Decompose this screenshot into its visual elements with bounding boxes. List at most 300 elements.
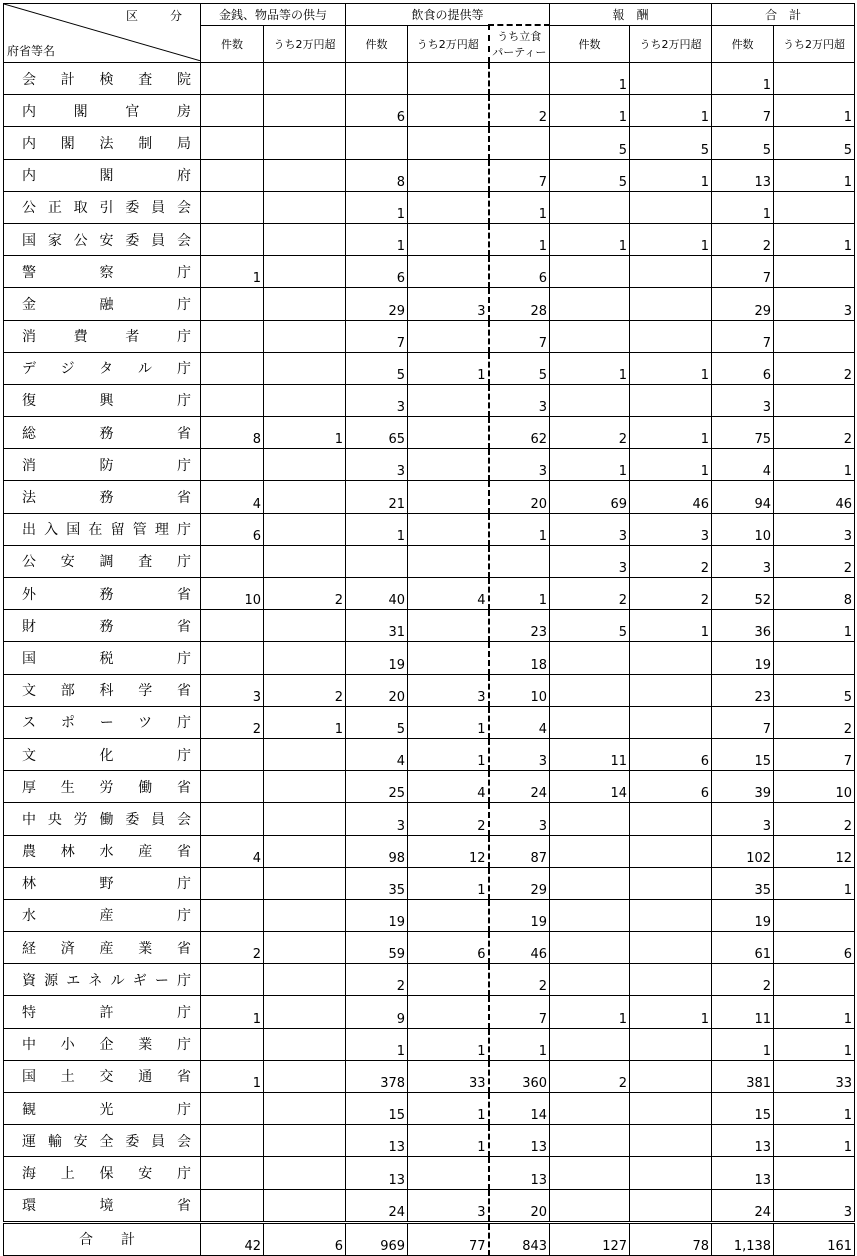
table-cell <box>550 899 630 931</box>
table-cell: 13 <box>712 1157 774 1189</box>
table-cell <box>201 320 264 352</box>
table-cell: 19 <box>489 899 550 931</box>
table-cell: 3 <box>408 674 489 706</box>
table-cell: 1 <box>774 610 855 642</box>
ministry-name: 林野庁 <box>4 867 201 899</box>
table-cell <box>201 449 264 481</box>
table-cell <box>550 964 630 996</box>
table-cell <box>264 449 346 481</box>
ministry-name: 復興庁 <box>4 384 201 416</box>
table-cell: 46 <box>489 932 550 964</box>
table-cell: 1 <box>264 706 346 738</box>
table-cell: 29 <box>346 288 408 320</box>
table-cell <box>201 803 264 835</box>
table-cell <box>346 545 408 577</box>
table-cell <box>774 384 855 416</box>
table-cell <box>201 63 264 95</box>
group-header-total: 合 計 <box>712 4 855 26</box>
table-cell <box>408 384 489 416</box>
table-cell <box>264 256 346 288</box>
table-cell: 87 <box>489 835 550 867</box>
table-row <box>4 545 855 577</box>
sub-header: うち2万円超 <box>264 25 346 63</box>
table-cell: 3 <box>346 803 408 835</box>
table-cell <box>264 545 346 577</box>
table-cell: 94 <box>712 481 774 513</box>
table-cell <box>264 1028 346 1060</box>
ministry-name: 会計検査院 <box>4 63 201 95</box>
table-cell <box>201 771 264 803</box>
table-cell <box>630 674 712 706</box>
ministry-name: 中央労働委員会 <box>4 803 201 835</box>
table-cell: 4 <box>346 738 408 770</box>
table-cell <box>550 803 630 835</box>
table-cell: 4 <box>408 771 489 803</box>
table-cell: 10 <box>712 513 774 545</box>
table-row <box>4 95 855 127</box>
table-cell: 5 <box>550 127 630 159</box>
table-cell <box>630 191 712 223</box>
table-cell: 15 <box>712 1093 774 1125</box>
table-cell: 8 <box>774 578 855 610</box>
table-cell <box>264 738 346 770</box>
table-cell <box>630 932 712 964</box>
table-cell: 1 <box>264 417 346 449</box>
table-cell: 6 <box>264 1222 346 1255</box>
table-row <box>4 417 855 449</box>
table-row <box>4 932 855 964</box>
table-cell: 10 <box>489 674 550 706</box>
table-row <box>4 964 855 996</box>
table-cell <box>264 932 346 964</box>
table-cell: 3 <box>346 449 408 481</box>
table-cell: 6 <box>201 513 264 545</box>
ministry-name: 法務省 <box>4 481 201 513</box>
table-cell <box>264 642 346 674</box>
table-cell <box>264 996 346 1028</box>
table-cell: 25 <box>346 771 408 803</box>
table-cell <box>264 1125 346 1157</box>
ministry-name: 国土交通省 <box>4 1060 201 1092</box>
table-row <box>4 738 855 770</box>
table-cell <box>264 481 346 513</box>
table-cell: 2 <box>550 1060 630 1092</box>
table-cell <box>408 95 489 127</box>
table-cell <box>630 1093 712 1125</box>
table-cell <box>264 352 346 384</box>
table-cell <box>264 384 346 416</box>
table-cell: 5 <box>712 127 774 159</box>
table-row <box>4 223 855 255</box>
table-cell: 2 <box>774 545 855 577</box>
table-cell: 10 <box>774 771 855 803</box>
party-line1: うち立食 <box>497 30 542 43</box>
sub-header: うち2万円超 <box>408 25 489 63</box>
table-cell <box>201 352 264 384</box>
sub-header-party <box>489 25 550 63</box>
table-cell: 1 <box>408 352 489 384</box>
table-cell: 1 <box>408 1125 489 1157</box>
party-line2: パーティー <box>492 46 547 59</box>
ministry-name: デジタル庁 <box>4 352 201 384</box>
table-cell: 1 <box>408 706 489 738</box>
table-cell <box>630 288 712 320</box>
table-cell <box>408 449 489 481</box>
table-cell: 15 <box>712 738 774 770</box>
table-cell <box>550 1125 630 1157</box>
table-cell: 18 <box>489 642 550 674</box>
table-cell: 19 <box>346 642 408 674</box>
table-cell <box>408 417 489 449</box>
table-cell: 6 <box>712 352 774 384</box>
table-cell: 1 <box>630 417 712 449</box>
table-cell: 7 <box>489 159 550 191</box>
table-cell: 12 <box>408 835 489 867</box>
table-row <box>4 578 855 610</box>
table-cell: 3 <box>489 449 550 481</box>
table-cell: 1 <box>774 95 855 127</box>
table-cell: 39 <box>712 771 774 803</box>
table-cell <box>408 127 489 159</box>
ministry-name: 警察庁 <box>4 256 201 288</box>
table-cell: 1,138 <box>712 1222 774 1255</box>
table-cell: 969 <box>346 1222 408 1255</box>
table-cell <box>550 191 630 223</box>
table-cell <box>774 899 855 931</box>
sub-header: うち2万円超 <box>630 25 712 63</box>
table-cell <box>489 127 550 159</box>
table-cell <box>550 867 630 899</box>
table-cell: 11 <box>550 738 630 770</box>
table-row <box>4 288 855 320</box>
ministry-name: 文化庁 <box>4 738 201 770</box>
table-row <box>4 63 855 95</box>
table-row <box>4 384 855 416</box>
table-cell <box>201 1093 264 1125</box>
table-cell <box>408 63 489 95</box>
table-row <box>4 127 855 159</box>
table-cell <box>264 964 346 996</box>
table-cell: 1 <box>201 1060 264 1092</box>
table-cell: 127 <box>550 1222 630 1255</box>
table-cell: 2 <box>264 578 346 610</box>
table-cell: 33 <box>774 1060 855 1092</box>
table-cell: 12 <box>774 835 855 867</box>
ministry-name: 公正取引委員会 <box>4 191 201 223</box>
ministry-name: 財務省 <box>4 610 201 642</box>
table-cell: 24 <box>346 1189 408 1222</box>
ministry-name: 外務省 <box>4 578 201 610</box>
table-cell: 46 <box>630 481 712 513</box>
table-cell: 5 <box>774 127 855 159</box>
table-cell <box>408 642 489 674</box>
ministry-name: 総務省 <box>4 417 201 449</box>
table-cell: 78 <box>630 1222 712 1255</box>
table-cell <box>264 288 346 320</box>
table-cell: 3 <box>489 384 550 416</box>
table-cell <box>264 1189 346 1222</box>
table-cell: 61 <box>712 932 774 964</box>
table-cell: 1 <box>550 996 630 1028</box>
table-cell: 5 <box>346 352 408 384</box>
table-cell <box>201 738 264 770</box>
table-cell <box>201 223 264 255</box>
table-cell <box>489 63 550 95</box>
table-cell: 1 <box>774 996 855 1028</box>
table-row <box>4 771 855 803</box>
table-cell: 378 <box>346 1060 408 1092</box>
table-cell: 3 <box>712 803 774 835</box>
table-cell <box>550 256 630 288</box>
table-cell: 1 <box>489 578 550 610</box>
table-row <box>4 191 855 223</box>
table-cell <box>264 159 346 191</box>
table-cell: 1 <box>550 95 630 127</box>
table-cell <box>264 95 346 127</box>
table-cell: 2 <box>201 932 264 964</box>
table-cell <box>201 1125 264 1157</box>
table-cell: 3 <box>408 1189 489 1222</box>
ministry-name: 国税庁 <box>4 642 201 674</box>
table-cell: 40 <box>346 578 408 610</box>
table-cell <box>264 899 346 931</box>
ministry-name: 運輸安全委員会 <box>4 1125 201 1157</box>
table-cell: 7 <box>489 996 550 1028</box>
table-cell <box>550 674 630 706</box>
table-row <box>4 1157 855 1189</box>
table-cell <box>264 63 346 95</box>
table-cell: 7 <box>712 320 774 352</box>
table-cell: 1 <box>630 159 712 191</box>
table-cell: 19 <box>712 899 774 931</box>
table-cell <box>630 1189 712 1222</box>
table-cell: 3 <box>489 738 550 770</box>
table-cell: 15 <box>346 1093 408 1125</box>
table-cell <box>201 1189 264 1222</box>
group-header-reward: 報 酬 <box>550 4 712 26</box>
table-cell: 1 <box>712 63 774 95</box>
table-cell: 6 <box>408 932 489 964</box>
table-row <box>4 1189 855 1222</box>
table-row <box>4 996 855 1028</box>
table-cell: 2 <box>774 352 855 384</box>
table-cell: 1 <box>489 513 550 545</box>
table-cell: 2 <box>264 674 346 706</box>
table-cell <box>630 867 712 899</box>
table-row <box>4 1222 855 1255</box>
table-cell: 13 <box>712 1125 774 1157</box>
table-cell: 2 <box>346 964 408 996</box>
table-cell: 8 <box>346 159 408 191</box>
table-cell: 5 <box>630 127 712 159</box>
table-cell <box>201 191 264 223</box>
table-cell: 59 <box>346 932 408 964</box>
ministry-name: 公安調査庁 <box>4 545 201 577</box>
table-cell: 4 <box>712 449 774 481</box>
table-cell <box>201 384 264 416</box>
table-cell: 2 <box>774 803 855 835</box>
table-cell <box>630 63 712 95</box>
group-header-food: 飲食の提供等 <box>346 4 550 26</box>
table-cell: 1 <box>774 223 855 255</box>
table-cell <box>264 803 346 835</box>
table-cell <box>408 320 489 352</box>
report-table-container <box>3 3 854 1254</box>
ministry-name: 海上保安庁 <box>4 1157 201 1189</box>
table-cell: 24 <box>489 771 550 803</box>
table-cell <box>630 803 712 835</box>
table-cell <box>264 320 346 352</box>
table-cell: 1 <box>408 867 489 899</box>
table-cell <box>630 706 712 738</box>
table-cell: 843 <box>489 1222 550 1255</box>
table-cell: 4 <box>408 578 489 610</box>
table-cell: 52 <box>712 578 774 610</box>
table-row <box>4 706 855 738</box>
ministry-name: 水産庁 <box>4 899 201 931</box>
table-cell: 7 <box>346 320 408 352</box>
table-cell <box>774 1157 855 1189</box>
corner-header <box>4 4 201 63</box>
table-cell: 20 <box>489 481 550 513</box>
table-cell <box>201 867 264 899</box>
table-body <box>4 63 855 1256</box>
table-cell: 1 <box>489 1028 550 1060</box>
table-cell <box>489 545 550 577</box>
table-cell <box>264 610 346 642</box>
table-cell: 2 <box>630 545 712 577</box>
table-cell <box>550 1157 630 1189</box>
table-cell <box>201 545 264 577</box>
table-cell <box>408 513 489 545</box>
table-cell: 1 <box>774 1093 855 1125</box>
table-row <box>4 642 855 674</box>
table-cell: 7 <box>712 256 774 288</box>
table-cell: 1 <box>774 1028 855 1060</box>
table-cell: 31 <box>346 610 408 642</box>
table-cell: 75 <box>712 417 774 449</box>
table-cell: 3 <box>346 384 408 416</box>
table-cell: 8 <box>201 417 264 449</box>
ministry-name: 環境省 <box>4 1189 201 1222</box>
table-cell <box>408 223 489 255</box>
ministry-name: スポーツ庁 <box>4 706 201 738</box>
table-cell: 1 <box>201 256 264 288</box>
table-cell: 62 <box>489 417 550 449</box>
table-cell <box>264 191 346 223</box>
sub-header: 件数 <box>712 25 774 63</box>
table-cell: 11 <box>712 996 774 1028</box>
table-cell <box>201 899 264 931</box>
table-cell: 1 <box>630 352 712 384</box>
table-cell <box>264 1157 346 1189</box>
table-cell: 1 <box>489 223 550 255</box>
table-row <box>4 320 855 352</box>
table-cell: 13 <box>489 1125 550 1157</box>
table-cell: 3 <box>489 803 550 835</box>
table-cell: 1 <box>201 996 264 1028</box>
table-cell: 161 <box>774 1222 855 1255</box>
table-cell <box>550 932 630 964</box>
table-cell: 1 <box>630 449 712 481</box>
table-cell <box>774 256 855 288</box>
ministry-name: 特許庁 <box>4 996 201 1028</box>
table-cell: 6 <box>489 256 550 288</box>
table-cell <box>264 513 346 545</box>
table-cell: 2 <box>550 417 630 449</box>
table-cell: 7 <box>489 320 550 352</box>
table-cell: 360 <box>489 1060 550 1092</box>
table-cell <box>630 835 712 867</box>
table-cell: 9 <box>346 996 408 1028</box>
table-cell <box>201 288 264 320</box>
table-cell: 1 <box>630 95 712 127</box>
table-cell <box>550 706 630 738</box>
table-row <box>4 1060 855 1092</box>
table-cell: 5 <box>550 159 630 191</box>
sub-header: うち2万円超 <box>774 25 855 63</box>
table-cell <box>550 320 630 352</box>
table-cell: 36 <box>712 610 774 642</box>
table-cell <box>408 159 489 191</box>
table-cell <box>264 127 346 159</box>
table-cell: 2 <box>630 578 712 610</box>
table-row <box>4 352 855 384</box>
ministry-name: 消費者庁 <box>4 320 201 352</box>
table-cell: 2 <box>201 706 264 738</box>
table-cell <box>774 642 855 674</box>
table-cell <box>550 835 630 867</box>
table-cell: 21 <box>346 481 408 513</box>
table-cell <box>550 384 630 416</box>
table-cell <box>630 256 712 288</box>
table-cell: 2 <box>774 706 855 738</box>
table-cell: 69 <box>550 481 630 513</box>
table-cell <box>408 545 489 577</box>
table-cell <box>201 1157 264 1189</box>
table-cell: 14 <box>550 771 630 803</box>
table-cell <box>408 996 489 1028</box>
table-cell <box>201 1028 264 1060</box>
table-cell: 1 <box>630 223 712 255</box>
table-cell <box>408 899 489 931</box>
table-cell: 7 <box>712 706 774 738</box>
table-cell: 2 <box>550 578 630 610</box>
table-cell <box>550 642 630 674</box>
table-cell: 1 <box>712 1028 774 1060</box>
table-cell: 42 <box>201 1222 264 1255</box>
table-cell: 1 <box>489 191 550 223</box>
table-cell: 6 <box>774 932 855 964</box>
table-cell: 1 <box>346 1028 408 1060</box>
table-cell: 4 <box>201 481 264 513</box>
table-cell: 13 <box>712 159 774 191</box>
table-cell: 24 <box>712 1189 774 1222</box>
table-cell <box>408 1157 489 1189</box>
table-cell: 33 <box>408 1060 489 1092</box>
table-cell <box>630 642 712 674</box>
table-cell: 98 <box>346 835 408 867</box>
table-cell <box>264 771 346 803</box>
table-cell: 46 <box>774 481 855 513</box>
table-cell: 5 <box>550 610 630 642</box>
table-cell: 14 <box>489 1093 550 1125</box>
category-label: 区 分 <box>125 9 192 23</box>
group-header-money: 金銭、物品等の供与 <box>201 4 346 26</box>
table-cell <box>408 964 489 996</box>
ministry-name: 国家公安委員会 <box>4 223 201 255</box>
table-cell: 3 <box>550 513 630 545</box>
